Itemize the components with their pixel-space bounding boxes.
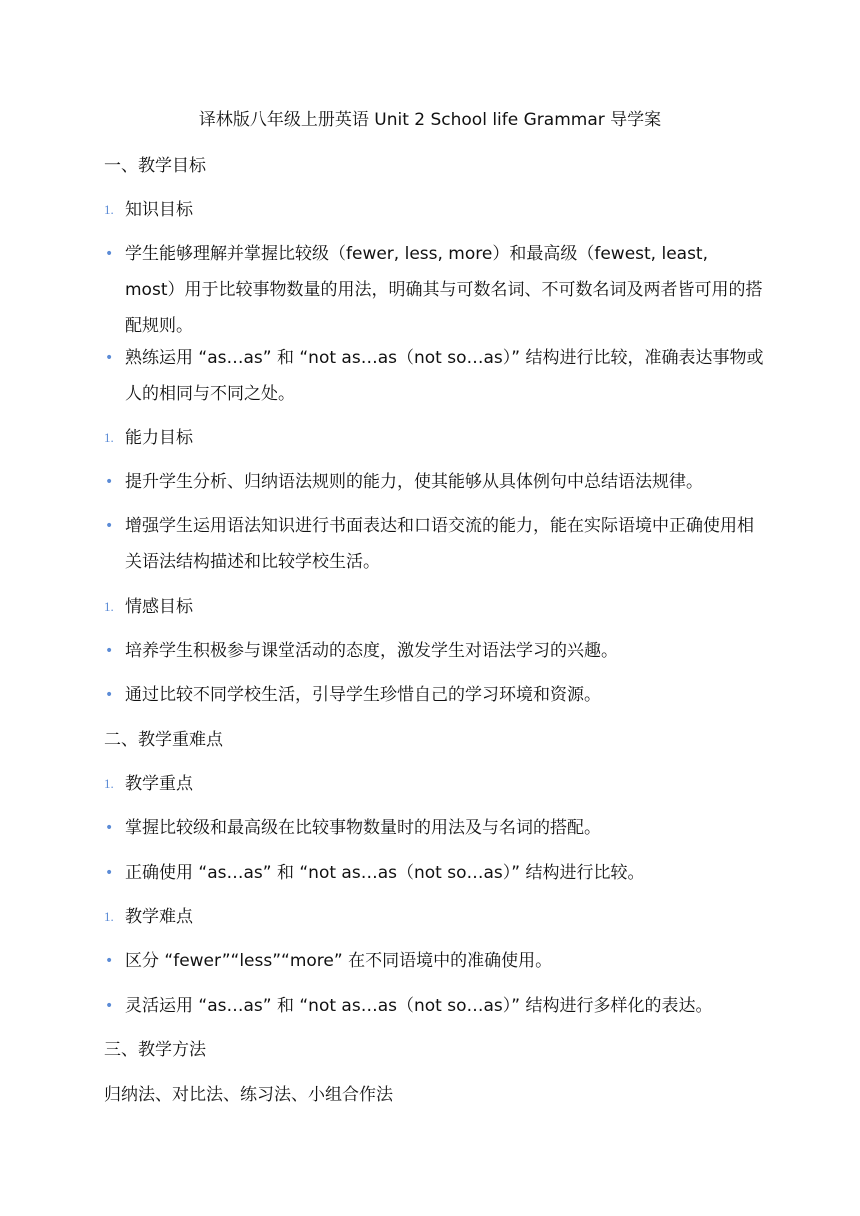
list-item [104,810,764,846]
subsection-heading [104,420,764,456]
subsection-label: 能力目标 [125,428,193,448]
bullet-icon: • [105,953,114,969]
section-heading [104,722,764,758]
list-item-text: 提升学生分析、归纳语法规则的能力，使其能够从具体例句中总结语法规律。 [125,472,703,492]
paragraph [104,1077,764,1113]
bullet-icon: • [105,687,114,703]
list-item [104,943,764,979]
subsection-label: 教学难点 [125,907,193,927]
paragraph-text: 归纳法、对比法、练习法、小组合作法 [104,1085,393,1105]
bullet-icon: • [105,643,114,659]
list-item-text: 灵活运用 “as…as” 和 “not as…as（not so…as）” 结构进行多样化的表达。 [125,996,713,1016]
list-number: 1. [104,909,114,924]
bullet-icon: • [105,518,114,534]
bullet-icon: • [105,246,114,262]
section-heading-text: 一、教学目标 [104,156,206,176]
list-number: 1. [104,599,114,614]
list-item-text: 掌握比较级和最高级在比较事物数量时的用法及与名词的搭配。 [125,818,601,838]
list-number: 1. [104,202,114,217]
subsection-heading [104,192,764,228]
subsection-label: 情感目标 [125,597,193,617]
document-title: 译林版八年级上册英语 Unit 2 School life Grammar 导学案 [198,110,662,130]
bullet-icon: • [105,474,114,490]
list-item [104,464,764,500]
list-item-text: 学生能够理解并掌握比较级（fewer, less, more）和最高级（fewest, least, most）用于比较事物数量的用法，明确其与可数名词、不可数名词及两者皆可用的搭配规则。 [125,244,763,336]
list-item-text: 熟练运用 “as…as” 和 “not as…as（not so…as）” 结构进行比较，准确表达事物或人的相同与不同之处。 [125,348,764,404]
list-item [104,855,764,891]
subsection-label: 知识目标 [125,200,193,220]
list-item [104,988,764,1024]
section-heading [104,148,764,184]
list-number: 1. [104,776,114,791]
list-item-text: 增强学生运用语法知识进行书面表达和口语交流的能力，能在实际语境中正确使用相关语法结构描述和比较学校生活。 [125,516,754,572]
subsection-label: 教学重点 [125,774,193,794]
bullet-icon: • [105,865,114,881]
subsection-heading [104,766,764,802]
subsection-heading [104,899,764,935]
bullet-icon: • [105,820,114,836]
subsection-heading [104,589,764,625]
bullet-icon: • [105,998,114,1014]
list-item [104,508,764,580]
list-item [104,633,764,669]
section-heading-text: 三、教学方法 [104,1040,206,1060]
bullet-icon: • [105,350,114,366]
list-item-text: 培养学生积极参与课堂活动的态度，激发学生对语法学习的兴趣。 [125,641,618,661]
list-item [104,236,764,344]
section-heading [104,1032,764,1068]
list-number: 1. [104,430,114,445]
list-item-text: 正确使用 “as…as” 和 “not as…as（not so…as）” 结构进行比较。 [125,863,645,883]
list-item [104,340,764,412]
list-item [104,677,764,713]
section-heading-text: 二、教学重难点 [104,730,223,750]
list-item-text: 通过比较不同学校生活，引导学生珍惜自己的学习环境和资源。 [125,685,601,705]
list-item-text: 区分 “fewer”“less”“more” 在不同语境中的准确使用。 [125,951,553,971]
